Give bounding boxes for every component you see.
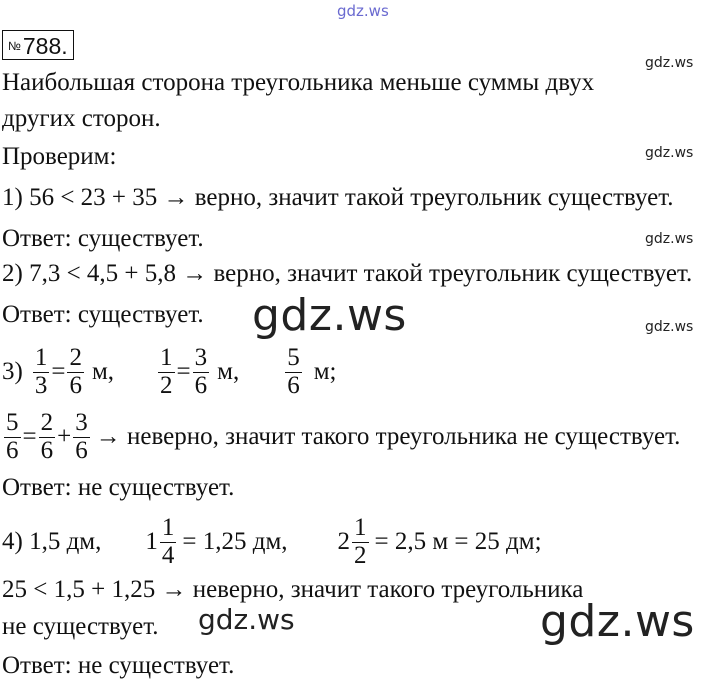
answer-2: Ответ: существует. xyxy=(2,301,204,328)
watermark-big: gdz.ws xyxy=(252,290,407,341)
item-3 xyxy=(2,342,336,402)
unit: м, xyxy=(91,358,115,385)
watermark-mid: gdz.ws xyxy=(198,603,295,636)
item-1: 1) 56 < 23 + 35 → верно, значит такой треугольник существует. xyxy=(2,184,674,211)
item-4-value-2: = 2,5 м = 25 дм; xyxy=(374,528,542,555)
number-sign: № xyxy=(8,39,21,53)
fraction: $\frac{2}{6}$ xyxy=(69,344,82,399)
check-heading: Проверим: xyxy=(2,143,117,170)
watermark-small: gdz.ws xyxy=(645,55,694,71)
equals-sign: = xyxy=(51,358,66,385)
item-2: 2) 7,3 < 4,5 + 5,8 → верно, значит такой треугольник существует. xyxy=(2,260,693,287)
task-number-badge xyxy=(2,30,74,60)
plus-sign: + xyxy=(57,423,72,450)
fraction: $\frac{3}{6}$ xyxy=(75,409,88,464)
equals-sign: = xyxy=(176,358,191,385)
fraction: $\frac{1}{2}$ xyxy=(354,514,367,569)
item-4-check-2: не существует. xyxy=(2,613,159,640)
item-3-conclusion: → неверно, значит такого треугольника не существует. xyxy=(95,423,681,450)
item-3-label: 3) xyxy=(2,358,23,385)
whole-part: 2 xyxy=(337,528,351,555)
watermark-small: gdz.ws xyxy=(645,231,694,247)
whole-part: 1 xyxy=(145,528,158,555)
unit: м; xyxy=(313,358,337,385)
fraction: $\frac{1}{2}$ xyxy=(160,344,173,399)
fraction: $\frac{3}{6}$ xyxy=(194,344,208,399)
item-4 xyxy=(2,512,542,572)
fraction: $\frac{1}{3}$ xyxy=(34,344,48,399)
watermark-small: gdz.ws xyxy=(645,145,694,161)
fraction: $\frac{2}{6}$ xyxy=(40,409,54,464)
fraction: $\frac{5}{6}$ xyxy=(287,344,300,399)
fraction: $\frac{5}{6}$ xyxy=(6,409,19,464)
watermark-small: gdz.ws xyxy=(645,319,694,335)
item-4-value-1: = 1,25 дм, xyxy=(182,528,288,555)
item-4-label: 4) 1,5 дм, xyxy=(2,528,102,555)
fraction: $\frac{1}{4}$ xyxy=(161,514,175,569)
watermark-big: gdz.ws xyxy=(540,596,695,647)
watermark-top: gdz.ws xyxy=(337,2,389,20)
item-3-check xyxy=(2,407,680,467)
answer-4: Ответ: не существует. xyxy=(2,652,235,679)
intro-line-1: Наибольшая сторона треугольника меньше суммы двух xyxy=(2,69,595,96)
answer-3: Ответ: не существует. xyxy=(2,474,235,501)
unit: м, xyxy=(217,358,240,385)
item-4-check-1: 25 < 1,5 + 1,25 → неверно, значит такого треугольника xyxy=(2,576,584,603)
task-number: 788. xyxy=(22,33,68,59)
equals-sign: = xyxy=(22,423,37,450)
intro-line-2: других сторон. xyxy=(2,105,161,132)
answer-1: Ответ: существует. xyxy=(2,225,204,252)
